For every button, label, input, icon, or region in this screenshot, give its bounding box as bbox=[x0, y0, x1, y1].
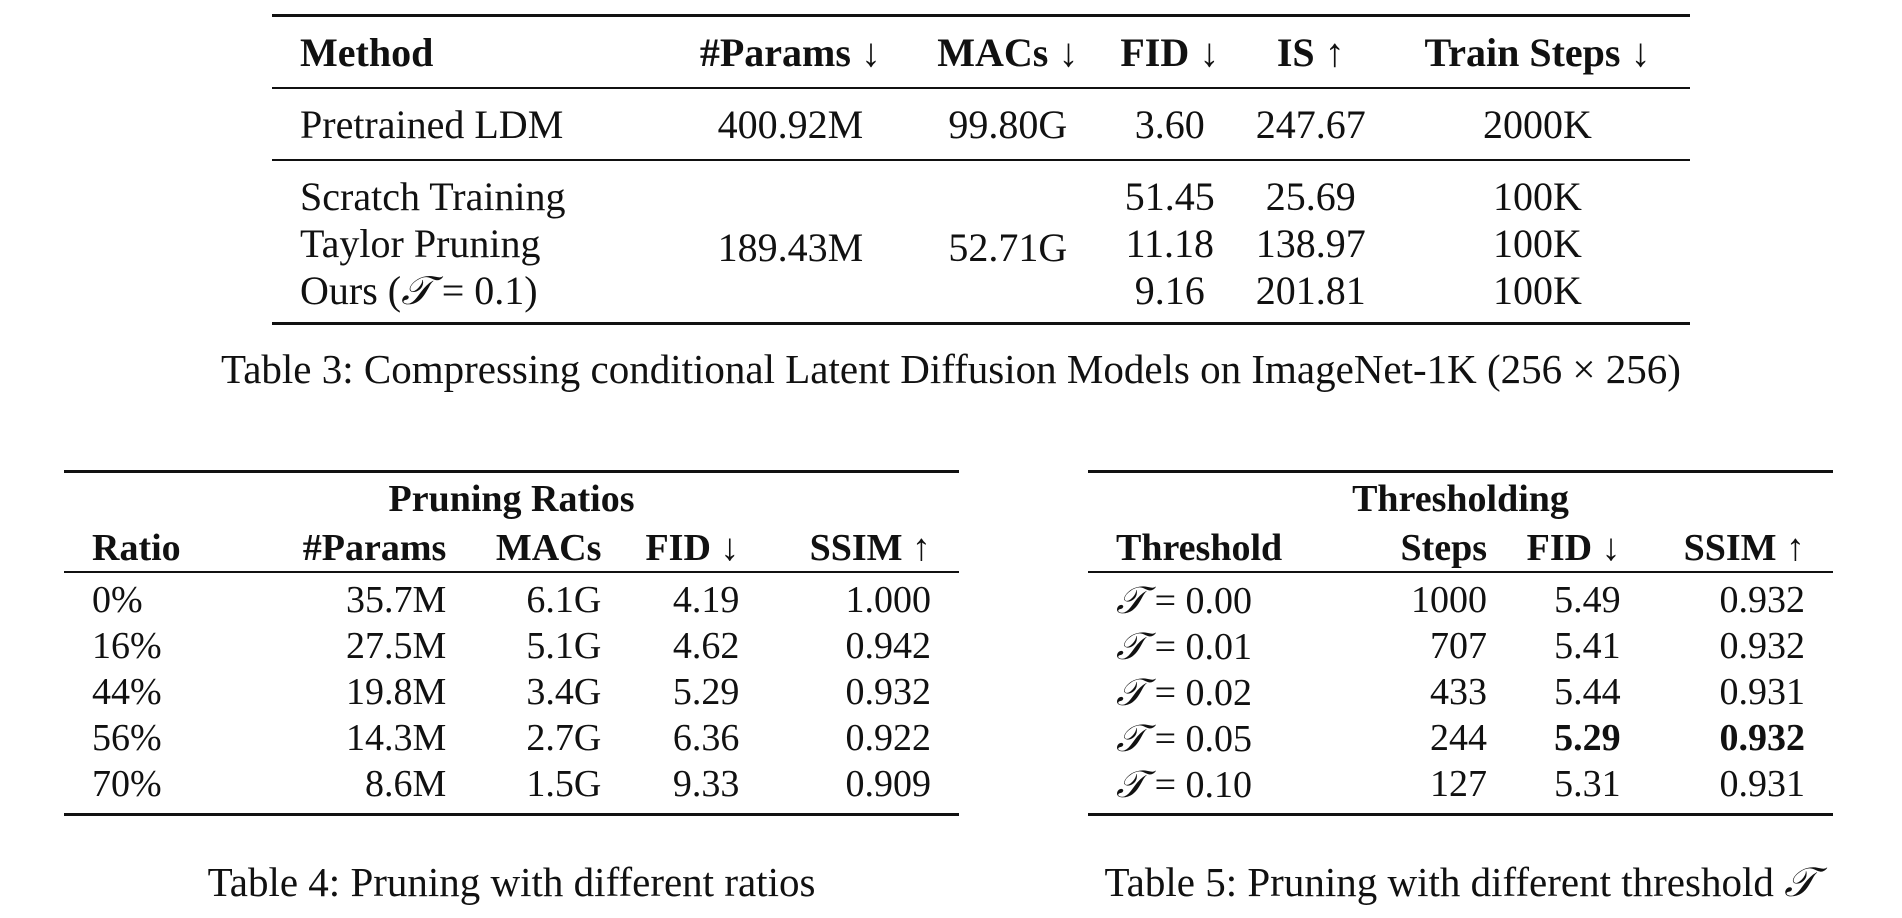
cell-ssim: 0.942 bbox=[845, 625, 931, 667]
cell-fid: 4.19 bbox=[672, 579, 740, 621]
header-fid: FID ↓ bbox=[645, 527, 740, 569]
cell-is: 247.67 bbox=[1255, 101, 1366, 147]
header-fid: FID ↓ bbox=[1120, 29, 1220, 75]
cell-fid: 4.62 bbox=[672, 625, 740, 667]
cell-ssim: 0.931 bbox=[1719, 763, 1805, 805]
cell-threshold bbox=[1088, 761, 1364, 815]
table-row bbox=[64, 669, 959, 715]
cell-steps: 1000 bbox=[1411, 579, 1488, 621]
cell-shared-params: 189.43M bbox=[717, 225, 864, 270]
threshold-symbol: 𝒯 bbox=[1116, 669, 1146, 714]
cell-method: Pretrained LDM bbox=[300, 101, 564, 147]
cell-fid: 5.41 bbox=[1554, 625, 1621, 667]
cell-steps: 100K bbox=[1493, 221, 1582, 266]
cell-macs: 2.7G bbox=[526, 717, 602, 759]
header-method: Method bbox=[300, 29, 434, 75]
header-is: IS ↑ bbox=[1276, 29, 1345, 75]
group-header-pruning-ratios: Pruning Ratios bbox=[388, 478, 635, 520]
table-5 bbox=[1088, 470, 1833, 816]
cell-threshold bbox=[1088, 623, 1364, 669]
cell-shared-macs: 52.71G bbox=[948, 225, 1068, 270]
cell-fid: 5.44 bbox=[1554, 671, 1621, 713]
cell-fid: 9.33 bbox=[672, 763, 740, 805]
threshold-symbol: 𝒯 bbox=[1116, 623, 1146, 668]
table-5-header-row bbox=[1088, 525, 1833, 572]
cell-params: 27.5M bbox=[346, 625, 447, 667]
caption-text: Table 5: Pruning with different threshold bbox=[1104, 859, 1785, 905]
threshold-value: = 0.00 bbox=[1145, 579, 1253, 622]
group-header-thresholding: Thresholding bbox=[1352, 478, 1569, 520]
cell-steps: 433 bbox=[1430, 671, 1488, 713]
cell-is: 201.81 bbox=[1255, 268, 1366, 313]
cell-threshold bbox=[1088, 715, 1364, 761]
cell-ratio: 56% bbox=[92, 717, 162, 759]
cell-fid: 3.60 bbox=[1134, 101, 1205, 147]
table-row bbox=[1088, 669, 1833, 715]
cell-params: 35.7M bbox=[346, 579, 447, 621]
table-row bbox=[64, 572, 959, 623]
table-3 bbox=[272, 14, 1690, 325]
cell-steps: 707 bbox=[1430, 625, 1488, 667]
table-4-header-row bbox=[64, 525, 959, 572]
table-row bbox=[1088, 761, 1833, 815]
threshold-symbol: 𝒯 bbox=[1116, 577, 1146, 622]
table-4-caption: Table 4: Pruning with different ratios bbox=[207, 859, 816, 905]
header-macs: MACs bbox=[495, 527, 602, 569]
threshold-symbol: 𝒯 bbox=[1116, 715, 1146, 760]
cell-macs: 1.5G bbox=[526, 763, 602, 805]
table-4 bbox=[64, 470, 959, 816]
threshold-symbol: 𝒯 bbox=[1116, 761, 1146, 806]
table-row bbox=[64, 761, 959, 815]
header-params: #Params ↓ bbox=[699, 29, 881, 75]
cell-ratio: 70% bbox=[92, 763, 162, 805]
table-row bbox=[1088, 572, 1833, 623]
table-5-group-row bbox=[1088, 472, 1833, 526]
header-params: #Params bbox=[302, 527, 447, 569]
table-row bbox=[272, 160, 1690, 220]
cell-fid: 11.18 bbox=[1125, 221, 1215, 266]
cell-fid: 5.29 bbox=[672, 671, 740, 713]
cell-params: 14.3M bbox=[346, 717, 447, 759]
cell-method bbox=[272, 267, 668, 324]
table-row bbox=[64, 623, 959, 669]
cell-fid: 51.45 bbox=[1124, 174, 1215, 219]
cell-steps: 127 bbox=[1430, 763, 1488, 805]
cell-params: 19.8M bbox=[346, 671, 447, 713]
cell-macs: 5.1G bbox=[526, 625, 602, 667]
cell-params: 400.92M bbox=[717, 101, 864, 147]
cell-fid: 5.49 bbox=[1554, 579, 1621, 621]
cell-ssim-best: 0.932 bbox=[1719, 717, 1805, 759]
threshold-value: = 0.05 bbox=[1145, 717, 1253, 760]
threshold-symbol: 𝒯 bbox=[401, 268, 432, 314]
cell-ssim: 1.000 bbox=[845, 579, 931, 621]
cell-fid: 5.31 bbox=[1554, 763, 1621, 805]
cell-ratio: 44% bbox=[92, 671, 162, 713]
cell-method: Taylor Pruning bbox=[300, 221, 541, 266]
cell-ssim: 0.932 bbox=[845, 671, 931, 713]
threshold-value: = 0.02 bbox=[1145, 671, 1253, 714]
threshold-symbol: 𝒯 bbox=[1784, 858, 1816, 906]
header-ratio: Ratio bbox=[92, 527, 181, 569]
cell-ssim: 0.932 bbox=[1719, 625, 1805, 667]
cell-ssim: 0.909 bbox=[845, 763, 931, 805]
cell-macs: 6.1G bbox=[526, 579, 602, 621]
cell-params: 8.6M bbox=[365, 763, 447, 805]
table-5-caption bbox=[1050, 858, 1870, 907]
table-row bbox=[272, 88, 1690, 160]
method-prefix: Ours ( bbox=[300, 268, 402, 313]
threshold-value: = 0.10 bbox=[1145, 763, 1253, 806]
cell-steps: 2000K bbox=[1483, 101, 1592, 147]
table-row bbox=[1088, 715, 1833, 761]
cell-fid: 9.16 bbox=[1134, 268, 1205, 313]
cell-fid-best: 5.29 bbox=[1554, 717, 1621, 759]
header-ssim: SSIM ↑ bbox=[809, 527, 931, 569]
cell-steps: 244 bbox=[1430, 717, 1488, 759]
cell-steps: 100K bbox=[1493, 268, 1582, 313]
cell-threshold bbox=[1088, 572, 1364, 623]
cell-fid: 6.36 bbox=[672, 717, 740, 759]
cell-method: Scratch Training bbox=[300, 174, 566, 219]
cell-is: 25.69 bbox=[1265, 174, 1356, 219]
cell-macs: 3.4G bbox=[526, 671, 602, 713]
header-fid: FID ↓ bbox=[1526, 527, 1621, 569]
table-4-group-row bbox=[64, 472, 959, 526]
table-row bbox=[1088, 623, 1833, 669]
cell-ssim: 0.931 bbox=[1719, 671, 1805, 713]
cell-ratio: 0% bbox=[92, 579, 143, 621]
header-train-steps: Train Steps ↓ bbox=[1424, 29, 1651, 75]
table-3-header-row bbox=[272, 16, 1690, 89]
method-suffix: = 0.1) bbox=[431, 268, 538, 313]
header-steps: Steps bbox=[1400, 527, 1488, 569]
cell-ssim: 0.922 bbox=[845, 717, 931, 759]
table-3-caption: Table 3: Compressing conditional Latent Diffusion Models on ImageNet-1K (256 × 256) bbox=[221, 346, 1681, 392]
threshold-value: = 0.01 bbox=[1145, 625, 1253, 668]
cell-threshold bbox=[1088, 669, 1364, 715]
cell-steps: 100K bbox=[1493, 174, 1582, 219]
cell-ssim: 0.932 bbox=[1719, 579, 1805, 621]
table-row bbox=[64, 715, 959, 761]
cell-is: 138.97 bbox=[1255, 221, 1366, 266]
header-threshold: Threshold bbox=[1116, 527, 1283, 569]
cell-macs: 99.80G bbox=[948, 101, 1068, 147]
header-ssim: SSIM ↑ bbox=[1683, 527, 1805, 569]
header-macs: MACs ↓ bbox=[937, 29, 1079, 75]
cell-ratio: 16% bbox=[92, 625, 162, 667]
